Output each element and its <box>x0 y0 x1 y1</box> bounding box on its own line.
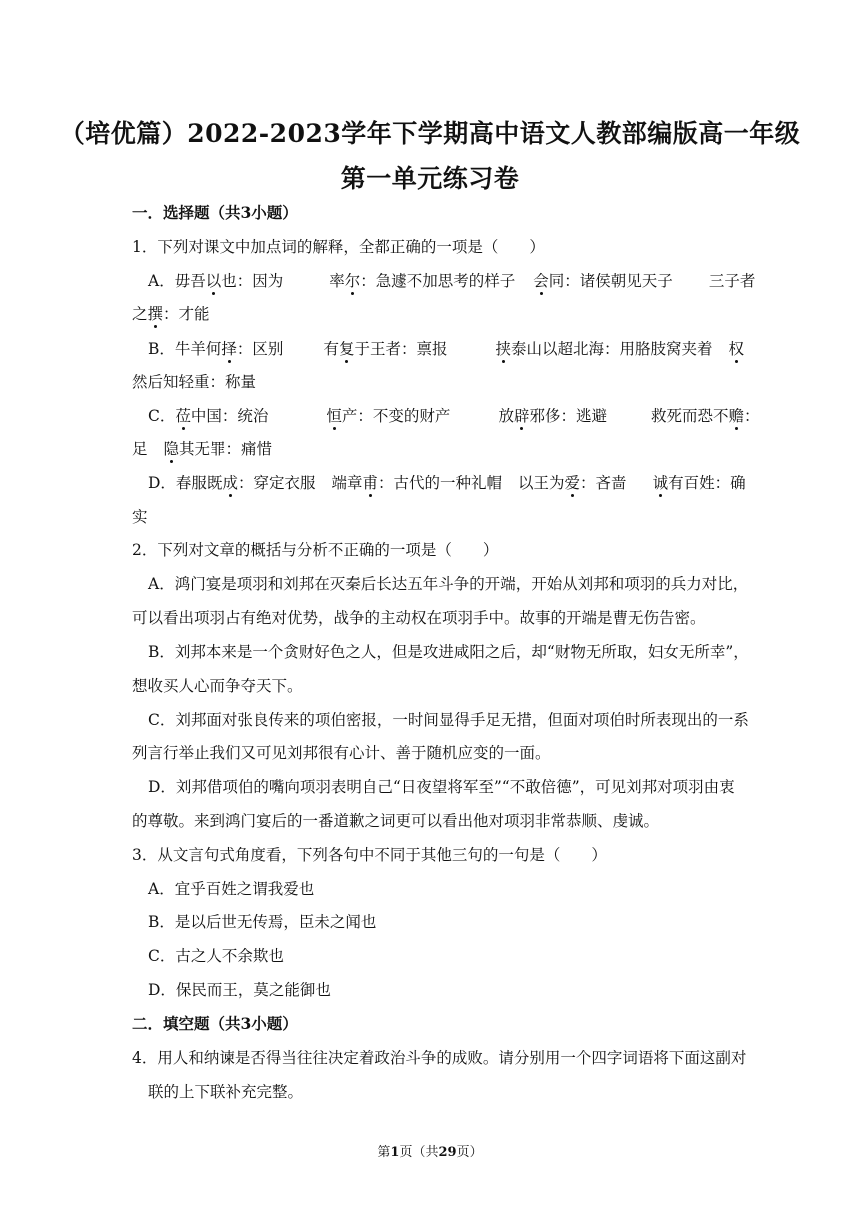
q2-option-a-line1: A．鸿门宴是项羽和刘邦在灭秦后长达五年斗争的开端，开始从刘邦和项羽的兵力对比， <box>148 575 749 593</box>
q3-option-b: B．是以后世无传焉，臣未之闻也 <box>148 913 377 931</box>
q1-option-d-line2: 实 <box>132 508 148 526</box>
question-1-stem: 1．下列对课文中加点词的解释，全都正确的一项是（ ） <box>132 238 545 256</box>
q2-option-d-line2: 的尊敬。来到鸿门宴后的一番道歉之词更可以看出他对项羽非常恭顺、虔诚。 <box>132 812 660 830</box>
q2-option-b-line2: 想收买人心而争夺天下。 <box>132 677 303 695</box>
q3-option-a: A．宜乎百姓之谓我爱也 <box>148 880 315 898</box>
section-heading-2: 二．填空题（共3小题） <box>132 1014 298 1033</box>
question-4-stem-line2: 联的上下联补充完整。 <box>148 1083 304 1101</box>
q1-option-a-line2: 之撰：才能 <box>132 305 210 323</box>
emphasis-dot-char: 赡 <box>728 407 745 425</box>
emphasis-dot-char: 尔 <box>344 272 361 290</box>
section-heading-1: 一．选择题（共3小题） <box>132 203 298 222</box>
q3-option-d: D．保民而王，莫之能御也 <box>148 981 331 999</box>
emphasis-dot-char: 挟 <box>495 340 511 358</box>
doc-title-line-2: 第一单元练习卷 <box>340 164 520 193</box>
page-footer: 第1页（共29页） <box>377 1145 483 1160</box>
emphasis-dot-char: 会 <box>533 272 549 290</box>
emphasis-dot-char: 以 <box>205 272 222 290</box>
q2-option-c-line2: 列言行举止我们又可见刘邦很有心计、善于随机应变的一面。 <box>132 744 551 762</box>
q1-option-a-line1: A．毋吾以也：因为 率尔：急遽不加思考的样子 会同：诸侯朝见天子 三子者 <box>148 272 756 290</box>
q1-option-b-line1: B．牛羊何择：区别 有复于王者：禀报 挟泰山以超北海：用胳肢窝夹着 权 <box>148 340 745 358</box>
q2-option-c-line1: C．刘邦面对张良传来的项伯密报，一时间显得手足无措，但面对项伯时所表现出的一系 <box>148 711 749 729</box>
q2-option-a-line2: 可以看出项羽占有绝对优势，战争的主动权在项羽手中。故事的开端是曹无伤告密。 <box>132 609 706 627</box>
emphasis-dot-char: 成 <box>222 474 238 492</box>
q2-option-b-line1: B．刘邦本来是一个贪财好色之人，但是攻进咸阳之后，却“财物无所取，妇女无所幸”， <box>148 643 749 661</box>
emphasis-dot-char: 诚 <box>652 474 669 492</box>
emphasis-dot-char: 莅 <box>175 407 191 425</box>
q1-option-b-line2: 然后知轻重：称量 <box>132 373 257 391</box>
doc-title-line-1: （培优篇）2022-2023学年下学期高中语文人教部编版高一年级 <box>59 119 801 148</box>
emphasis-dot-char: 复 <box>338 340 355 358</box>
q1-option-c-line2: 足 隐其无罪：痛惜 <box>132 440 273 458</box>
emphasis-dot-char: 撰 <box>147 305 164 323</box>
emphasis-dot-char: 辟 <box>513 407 530 425</box>
question-2-stem: 2．下列对文章的概括与分析不正确的一项是（ ） <box>132 541 499 559</box>
emphasis-dot-char: 隐 <box>163 440 180 458</box>
q1-option-c-line1: C．莅中国：统治 恒产：不变的财产 放辟邪侈：逃避 救死而恐不赡： <box>148 407 760 425</box>
q3-option-c: C．古之人不余欺也 <box>148 947 284 965</box>
emphasis-dot-char: 权 <box>728 340 745 358</box>
emphasis-dot-char: 择 <box>221 340 237 358</box>
q2-option-d-line1: D．刘邦借项伯的嘴向项羽表明自己“日夜望将军至”“不敢倍德”，可见刘邦对项羽由衷 <box>148 778 735 796</box>
q1-option-d-line1: D．春服既成：穿定衣服 端章甫：古代的一种礼帽 以王为爱：吝啬 诚有百姓：确 <box>148 474 746 492</box>
emphasis-dot-char: 爱 <box>564 474 581 492</box>
emphasis-dot-char: 恒 <box>326 407 342 425</box>
emphasis-dot-char: 甫 <box>362 474 378 492</box>
question-4-stem-line1: 4．用人和纳谏是否得当往往决定着政治斗争的成败。请分别用一个四字词语将下面这副对 <box>132 1049 747 1067</box>
question-3-stem: 3．从文言句式角度看，下列各句中不同于其他三句的一句是（ ） <box>132 846 607 864</box>
